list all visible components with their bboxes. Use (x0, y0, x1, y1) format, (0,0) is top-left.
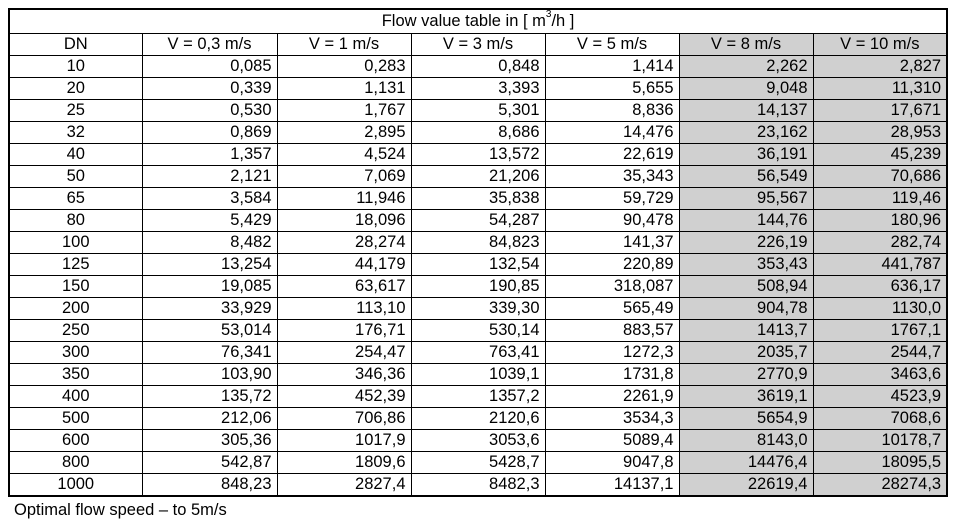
flow-value-cell: 7068,6 (813, 408, 947, 430)
flow-value-cell: 10178,7 (813, 430, 947, 452)
flow-value-cell: 0,869 (142, 122, 277, 144)
flow-value-cell: 56,549 (679, 166, 813, 188)
flow-value-cell: 2261,9 (545, 386, 679, 408)
flow-value-cell: 339,30 (411, 298, 545, 320)
column-header-v-8: V = 8 m/s (679, 34, 813, 56)
table-row (9, 276, 947, 298)
flow-value-cell: 1,357 (142, 144, 277, 166)
table-row (9, 364, 947, 386)
flow-value-cell: 8143,0 (679, 430, 813, 452)
flow-value-cell: 28274,3 (813, 474, 947, 497)
flow-value-cell: 36,191 (679, 144, 813, 166)
flow-value-cell: 542,87 (142, 452, 277, 474)
dn-cell: 350 (9, 364, 142, 386)
flow-value-cell: 33,929 (142, 298, 277, 320)
dn-cell: 300 (9, 342, 142, 364)
flow-value-cell: 1272,3 (545, 342, 679, 364)
flow-value-cell: 565,49 (545, 298, 679, 320)
flow-value-cell: 18095,5 (813, 452, 947, 474)
flow-table-container (8, 8, 946, 497)
flow-value-cell: 3053,6 (411, 430, 545, 452)
flow-value-cell: 1017,9 (277, 430, 411, 452)
flow-value-cell: 5089,4 (545, 430, 679, 452)
flow-value-cell: 70,686 (813, 166, 947, 188)
flow-value-cell: 508,94 (679, 276, 813, 298)
flow-value-cell: 1767,1 (813, 320, 947, 342)
table-row (9, 56, 947, 78)
flow-value-cell: 353,43 (679, 254, 813, 276)
table-row (9, 166, 947, 188)
flow-value-cell: 763,41 (411, 342, 545, 364)
flow-value-cell: 0,339 (142, 78, 277, 100)
table-row (9, 474, 947, 497)
flow-value-cell: 176,71 (277, 320, 411, 342)
flow-value-cell: 13,254 (142, 254, 277, 276)
table-row (9, 320, 947, 342)
dn-cell: 100 (9, 232, 142, 254)
flow-value-cell: 132,54 (411, 254, 545, 276)
flow-value-cell: 17,671 (813, 100, 947, 122)
flow-value-cell: 706,86 (277, 408, 411, 430)
column-header-dn: DN (9, 34, 142, 56)
flow-value-cell: 76,341 (142, 342, 277, 364)
flow-value-cell: 95,567 (679, 188, 813, 210)
flow-value-cell: 5,655 (545, 78, 679, 100)
table-row (9, 408, 947, 430)
flow-value-cell: 119,46 (813, 188, 947, 210)
flow-value-cell: 2827,4 (277, 474, 411, 497)
flow-value-cell: 5,429 (142, 210, 277, 232)
footnote: Optimal flow speed – to 5m/s (14, 501, 227, 519)
flow-value-cell: 144,76 (679, 210, 813, 232)
table-row (9, 188, 947, 210)
flow-value-cell: 636,17 (813, 276, 947, 298)
flow-value-cell: 28,953 (813, 122, 947, 144)
flow-value-cell: 141,37 (545, 232, 679, 254)
dn-cell: 250 (9, 320, 142, 342)
table-row (9, 342, 947, 364)
table-row (9, 232, 947, 254)
table-title: Flow value table in [ $m^3/h$ ] (9, 9, 947, 34)
flow-value-cell: 2,827 (813, 56, 947, 78)
dn-cell: 500 (9, 408, 142, 430)
flow-value-cell: 3463,6 (813, 364, 947, 386)
flow-value-cell: 44,179 (277, 254, 411, 276)
table-row (9, 452, 947, 474)
flow-value-cell: 2,121 (142, 166, 277, 188)
flow-value-cell: 452,39 (277, 386, 411, 408)
flow-value-cell: 9,048 (679, 78, 813, 100)
flow-value-cell: 441,787 (813, 254, 947, 276)
dn-cell: 40 (9, 144, 142, 166)
flow-value-cell: 23,162 (679, 122, 813, 144)
flow-value-cell: 0,283 (277, 56, 411, 78)
flow-value-cell: 135,72 (142, 386, 277, 408)
flow-value-cell: 2770,9 (679, 364, 813, 386)
flow-value-cell: 226,19 (679, 232, 813, 254)
flow-value-cell: 28,274 (277, 232, 411, 254)
flow-value-cell: 63,617 (277, 276, 411, 298)
flow-value-cell: 530,14 (411, 320, 545, 342)
table-row (9, 122, 947, 144)
flow-value-cell: 14476,4 (679, 452, 813, 474)
dn-cell: 150 (9, 276, 142, 298)
flow-value-cell: 5428,7 (411, 452, 545, 474)
flow-value-cell: 7,069 (277, 166, 411, 188)
flow-value-cell: 35,343 (545, 166, 679, 188)
flow-value-cell: 35,838 (411, 188, 545, 210)
flow-value-cell: 53,014 (142, 320, 277, 342)
column-header-v-10: V = 10 m/s (813, 34, 947, 56)
table-row (9, 386, 947, 408)
flow-value-cell: 14,137 (679, 100, 813, 122)
flow-value-cell: 3534,3 (545, 408, 679, 430)
dn-cell: 80 (9, 210, 142, 232)
flow-value-cell: 282,74 (813, 232, 947, 254)
dn-cell: 800 (9, 452, 142, 474)
dn-cell: 32 (9, 122, 142, 144)
flow-value-cell: 2,262 (679, 56, 813, 78)
flow-value-cell: 19,085 (142, 276, 277, 298)
flow-value-cell: 84,823 (411, 232, 545, 254)
flow-value-cell: 9047,8 (545, 452, 679, 474)
flow-value-cell: 2544,7 (813, 342, 947, 364)
flow-value-cell: 22,619 (545, 144, 679, 166)
dn-cell: 125 (9, 254, 142, 276)
dn-cell: 20 (9, 78, 142, 100)
flow-value-cell: 0,530 (142, 100, 277, 122)
flow-value-cell: 59,729 (545, 188, 679, 210)
column-header-v-3: V = 3 m/s (411, 34, 545, 56)
flow-value-cell: 22619,4 (679, 474, 813, 497)
flow-value-cell: 113,10 (277, 298, 411, 320)
flow-value-cell: 4523,9 (813, 386, 947, 408)
flow-value-cell: 4,524 (277, 144, 411, 166)
flow-value-cell: 1,414 (545, 56, 679, 78)
flow-value-cell: 3,584 (142, 188, 277, 210)
flow-value-cell: 883,57 (545, 320, 679, 342)
table-row (9, 254, 947, 276)
flow-value-cell: 1731,8 (545, 364, 679, 386)
table-row (9, 298, 947, 320)
header-row (9, 34, 947, 56)
flow-value-table (8, 8, 948, 497)
dn-cell: 10 (9, 56, 142, 78)
flow-value-cell: 54,287 (411, 210, 545, 232)
flow-value-cell: 305,36 (142, 430, 277, 452)
flow-value-cell: 848,23 (142, 474, 277, 497)
table-row (9, 430, 947, 452)
flow-value-cell: 318,087 (545, 276, 679, 298)
flow-value-cell: 8,686 (411, 122, 545, 144)
flow-value-cell: 8,836 (545, 100, 679, 122)
dn-cell: 25 (9, 100, 142, 122)
flow-value-cell: 3,393 (411, 78, 545, 100)
flow-value-cell: 1413,7 (679, 320, 813, 342)
flow-value-cell: 5,301 (411, 100, 545, 122)
flow-value-cell: 103,90 (142, 364, 277, 386)
table-row (9, 144, 947, 166)
flow-value-cell: 11,946 (277, 188, 411, 210)
dn-cell: 400 (9, 386, 142, 408)
table-body (9, 56, 947, 497)
flow-value-cell: 3619,1 (679, 386, 813, 408)
flow-value-cell: 21,206 (411, 166, 545, 188)
flow-value-cell: 0,085 (142, 56, 277, 78)
flow-value-cell: 180,96 (813, 210, 947, 232)
flow-value-cell: 5654,9 (679, 408, 813, 430)
flow-value-cell: 1130,0 (813, 298, 947, 320)
flow-value-cell: 1,131 (277, 78, 411, 100)
flow-value-cell: 2035,7 (679, 342, 813, 364)
flow-value-cell: 254,47 (277, 342, 411, 364)
table-row (9, 210, 947, 232)
dn-cell: 600 (9, 430, 142, 452)
flow-value-cell: 14137,1 (545, 474, 679, 497)
flow-value-cell: 1039,1 (411, 364, 545, 386)
flow-value-cell: 1357,2 (411, 386, 545, 408)
flow-value-cell: 220,89 (545, 254, 679, 276)
flow-value-cell: 8482,3 (411, 474, 545, 497)
dn-cell: 50 (9, 166, 142, 188)
flow-value-cell: 190,85 (411, 276, 545, 298)
dn-cell: 1000 (9, 474, 142, 497)
flow-value-cell: 11,310 (813, 78, 947, 100)
column-header-v-5: V = 5 m/s (545, 34, 679, 56)
table-row (9, 78, 947, 100)
column-header-v-0-3: V = 0,3 m/s (142, 34, 277, 56)
flow-value-cell: 2,895 (277, 122, 411, 144)
flow-value-cell: 0,848 (411, 56, 545, 78)
flow-value-cell: 1,767 (277, 100, 411, 122)
flow-value-cell: 45,239 (813, 144, 947, 166)
flow-value-cell: 2120,6 (411, 408, 545, 430)
flow-value-cell: 8,482 (142, 232, 277, 254)
flow-value-cell: 1809,6 (277, 452, 411, 474)
flow-value-cell: 346,36 (277, 364, 411, 386)
column-header-v-1: V = 1 m/s (277, 34, 411, 56)
table-row (9, 100, 947, 122)
flow-value-cell: 904,78 (679, 298, 813, 320)
flow-value-cell: 18,096 (277, 210, 411, 232)
flow-value-cell: 212,06 (142, 408, 277, 430)
flow-value-cell: 14,476 (545, 122, 679, 144)
flow-value-cell: 90,478 (545, 210, 679, 232)
dn-cell: 200 (9, 298, 142, 320)
dn-cell: 65 (9, 188, 142, 210)
flow-value-cell: 13,572 (411, 144, 545, 166)
